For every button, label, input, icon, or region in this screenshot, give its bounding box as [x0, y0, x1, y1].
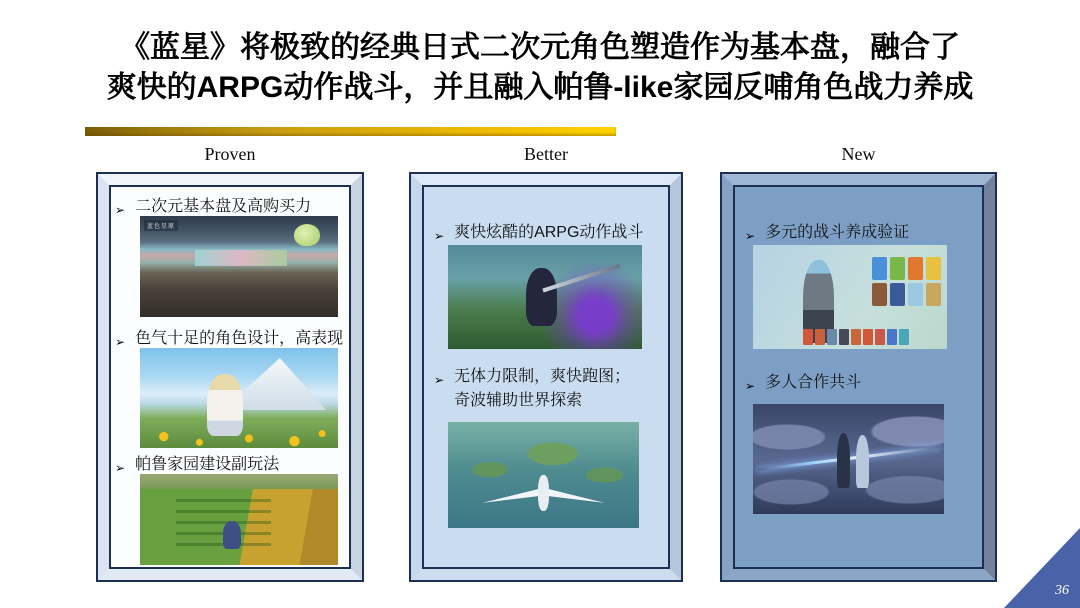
- bullet-new-1: [745, 221, 909, 248]
- slide-title: [0, 28, 1080, 108]
- card-strip-shape: [803, 329, 909, 345]
- card-shape: [839, 329, 849, 345]
- card-shape: [887, 329, 897, 345]
- bullet-text: 爽快炫酷的ARPG动作战斗: [454, 224, 644, 241]
- cabbage-mascot-shape: [294, 224, 320, 246]
- slide-title-line1: 《蓝星》将极致的经典日式二次元角色塑造作为基本盘，融合了: [120, 31, 960, 64]
- character-art-photo: [140, 348, 338, 448]
- panel-better: [411, 174, 681, 580]
- bullet-text-line1: 无体力限制，爽快跑图；: [454, 368, 631, 385]
- card-grid-shape: [872, 257, 941, 306]
- arrow-bullet-icon: ➢: [115, 335, 126, 349]
- card-shape: [926, 257, 941, 280]
- coop-duo-photo: [753, 404, 944, 514]
- card-shape: [803, 329, 813, 345]
- card-build-photo: [753, 245, 947, 349]
- bullet-text: 多人合作共斗: [765, 374, 862, 391]
- title-underline-bar: [85, 127, 616, 136]
- card-shape: [890, 257, 905, 280]
- arrow-bullet-icon: ➢: [745, 379, 756, 393]
- bullet-text-line2: 奇波辅助世界探索: [454, 392, 583, 409]
- sunflower-field-shape: [140, 410, 338, 448]
- farmer-character-silhouette: [223, 521, 241, 548]
- card-shape: [890, 283, 905, 306]
- column-header-new: New: [841, 144, 876, 164]
- card-shape: [815, 329, 825, 345]
- panel-proven: [98, 174, 362, 580]
- card-shape: [872, 257, 887, 280]
- bullet-text: 二次元基本盘及高购买力: [135, 198, 312, 215]
- column-header-proven: Proven: [204, 144, 256, 164]
- card-shape: [875, 329, 885, 345]
- page-number: 36: [1055, 583, 1069, 598]
- card-shape: [899, 329, 909, 345]
- arrow-bullet-icon: ➢: [115, 203, 126, 217]
- bullet-text: 色气十足的角色设计，高表现: [135, 330, 344, 347]
- bullet-better-2: [434, 365, 630, 413]
- glider-rider-silhouette: [538, 475, 549, 511]
- arrow-bullet-icon: ➢: [115, 461, 126, 475]
- combat-hero-silhouette: [526, 268, 557, 326]
- card-shape: [872, 283, 887, 306]
- arrow-bullet-icon: ➢: [434, 229, 445, 243]
- arrow-bullet-icon: ➢: [434, 373, 445, 387]
- bullet-better-1: [434, 221, 643, 248]
- homeland-farm-photo: [140, 474, 338, 565]
- card-shape: [908, 283, 923, 306]
- bullet-text: 帕鲁家园建设副玩法: [135, 456, 280, 473]
- card-shape: [926, 283, 941, 306]
- card-shape: [827, 329, 837, 345]
- coop-character-a-silhouette: [837, 433, 850, 488]
- card-shape: [908, 257, 923, 280]
- stage-screen-shape: [195, 250, 286, 266]
- world-explore-photo: [448, 422, 639, 528]
- slide-title-line2: 爽快的ARPG动作战斗，并且融入帕鲁-like家园反哺角色战力养成: [106, 71, 974, 104]
- expo-crowd-photo: [140, 216, 338, 317]
- farm-horizon-shape: [140, 474, 338, 489]
- card-shape: [851, 329, 861, 345]
- coop-character-b-silhouette: [856, 435, 869, 488]
- column-header-better: Better: [524, 144, 568, 164]
- arpg-combat-photo: [448, 245, 642, 349]
- card-shape: [863, 329, 873, 345]
- bullet-new-2: [745, 371, 861, 398]
- arrow-bullet-icon: ➢: [745, 229, 756, 243]
- photo-watermark-label: 蓝色星原: [144, 220, 178, 231]
- bullet-text: [454, 365, 630, 413]
- bullet-text: 多元的战斗养成验证: [765, 224, 910, 241]
- panel-new: [722, 174, 995, 580]
